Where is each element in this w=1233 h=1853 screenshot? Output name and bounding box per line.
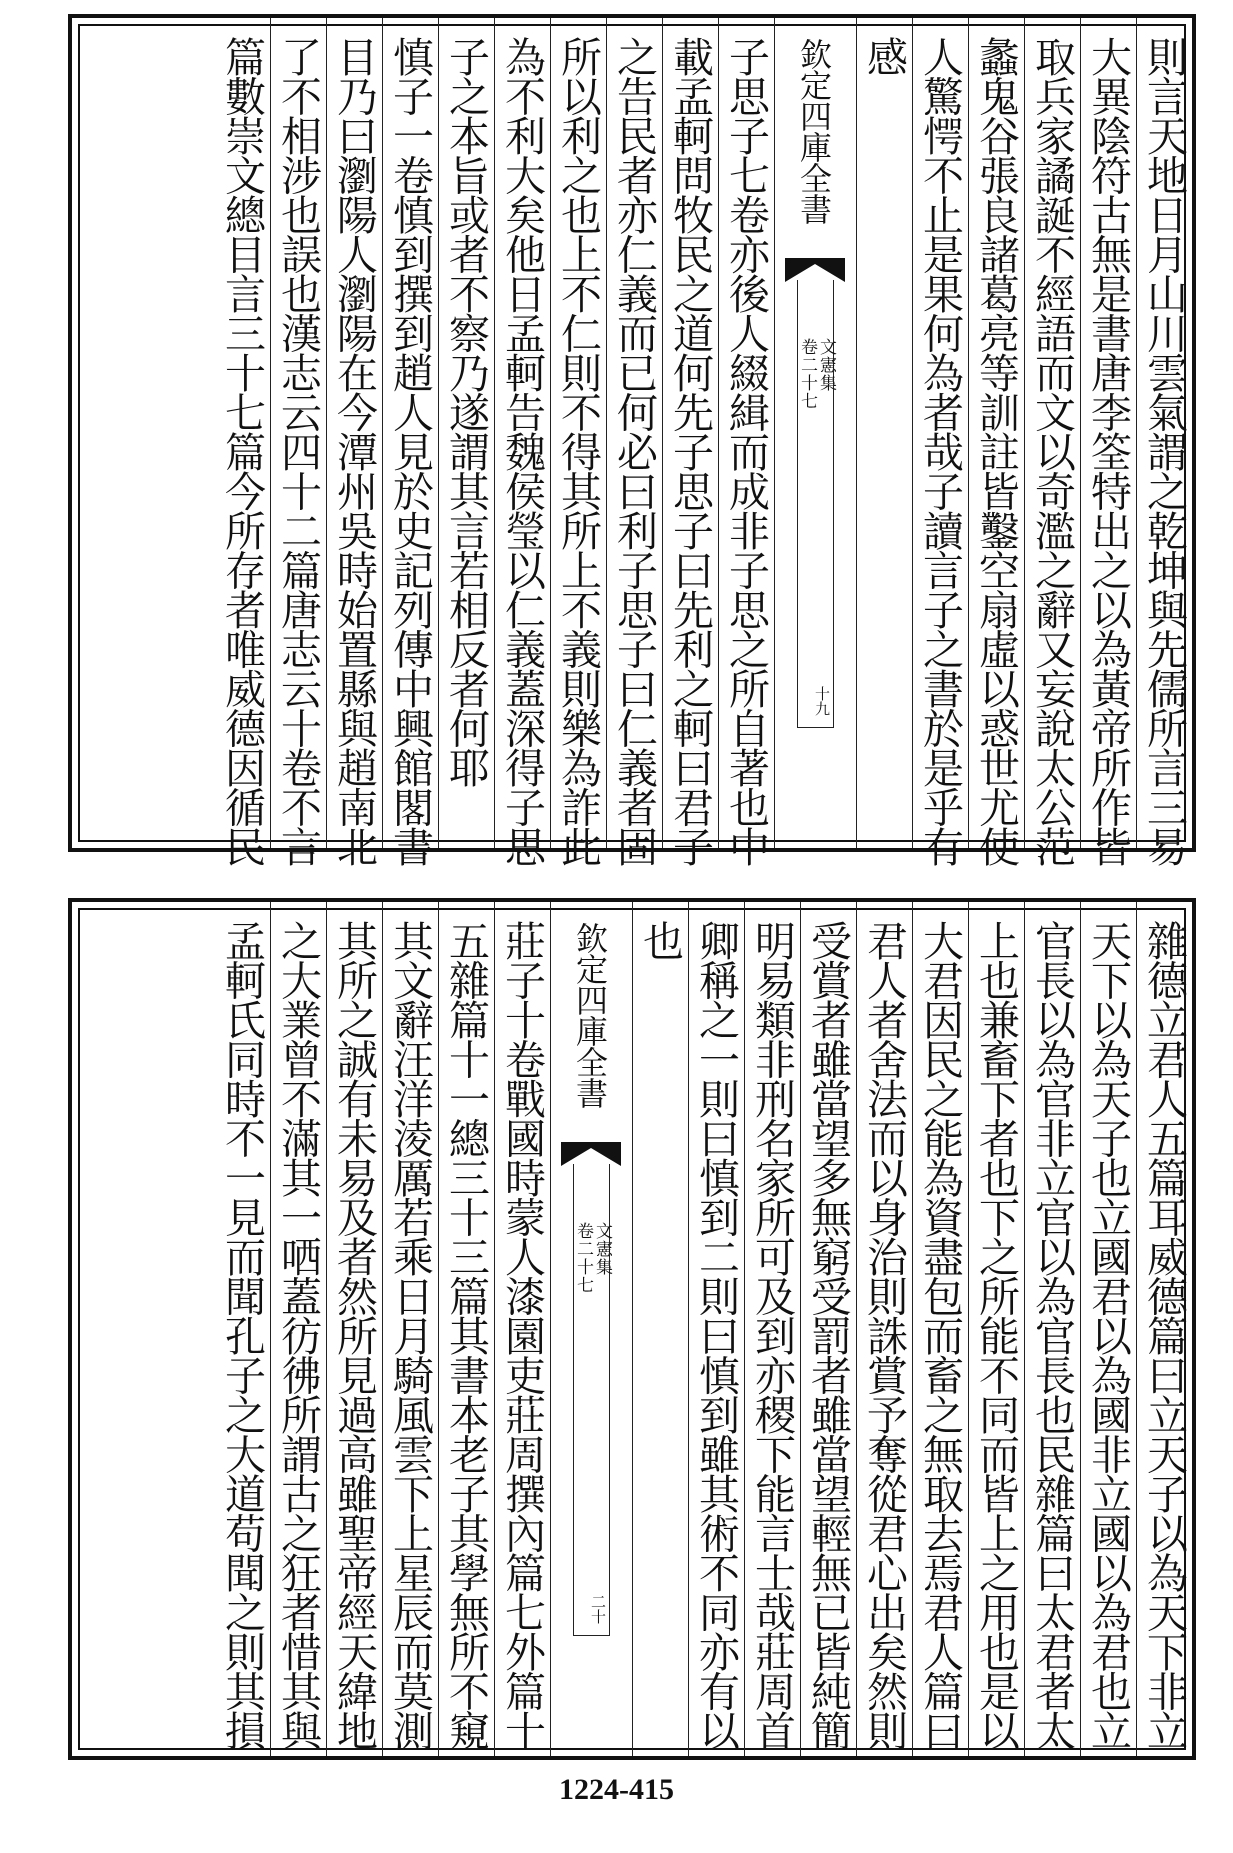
text-column: 孟軻氏同時不一見而聞孔子之大道苟聞之則其損 <box>218 920 266 1750</box>
columns-top <box>72 18 1192 866</box>
text-column: 目乃曰瀏陽人瀏陽在今潭州吳時始置縣與趙南北 <box>326 18 382 848</box>
text-column: 受賞者雖當望多無窮受罰者雖當望輕無已皆純簡 <box>800 902 856 1756</box>
text-column: 篇數崇文總目言三十七篇今所存者唯威德因循民 <box>218 36 266 866</box>
collection-title: 文憲集 <box>816 338 836 392</box>
text-column: 上也兼畜下者也下之所能不同而皆上之用也是以 <box>968 902 1024 1756</box>
text-column: 君人者舍法而以身治則誅賞予奪從君心出矣然則 <box>856 902 912 1756</box>
book-title: 欽定四庫全書 <box>795 38 833 224</box>
text-column: 人驚愕不止是果何為者哉子讀言子之書於是乎有 <box>912 18 968 848</box>
text-column: 載孟軻問牧民之道何先子思子曰先利之軻曰君子 <box>662 18 718 848</box>
text-column: 蠡鬼谷張良諸葛亮等訓註皆鑿空扇虛以惑世尤使 <box>968 18 1024 848</box>
center-fold-column <box>774 18 856 848</box>
fish-tail-icon <box>559 1140 623 1168</box>
text-column: 則言天地日月山川雲氣謂之乾坤與先儒所言三易 <box>1136 18 1192 848</box>
center-fold-column <box>550 902 632 1756</box>
text-column: 慎子一卷慎到撰到趙人見於史記列傳中興館閣書 <box>382 18 438 848</box>
text-column: 天下以為天子也立國君以為國非立國以為君也立 <box>1080 902 1136 1756</box>
center-rule <box>573 1635 610 1636</box>
text-column: 其所之誠有未易及者然所見過高雖聖帝經天緯地 <box>326 902 382 1756</box>
text-column: 卿稱之一則曰慎到二則曰慎到雖其術不同亦有以 <box>688 902 744 1756</box>
text-column: 五雜篇十一總三十三篇其書本老子其學無所不窺 <box>438 902 494 1756</box>
center-rule <box>797 727 834 728</box>
leaf-number: 十九 <box>813 686 831 716</box>
leaf-number: 二十 <box>589 1594 607 1624</box>
collection-title: 文憲集 <box>592 1222 612 1276</box>
text-column: 明易類非刑名家所可及到亦稷下能言士哉莊周首 <box>744 902 800 1756</box>
text-column: 之告民者亦仁義而已何必曰利子思子曰仁義者固 <box>606 18 662 848</box>
page-panel-bottom <box>68 898 1196 1760</box>
text-column: 官長以為官非立官以為官長也民雜篇曰太君者太 <box>1024 902 1080 1756</box>
page-number: 1224-415 <box>559 1773 674 1806</box>
volume-number: 卷二十七 <box>573 1222 593 1294</box>
text-column: 也 <box>632 902 688 1756</box>
text-column: 為不利大矣他日孟軻告魏侯瑩以仁義蓋深得子思 <box>494 18 550 848</box>
text-column: 取兵家譎誕不經語而文以奇濫之辭又妄說太公范 <box>1024 18 1080 848</box>
volume-info <box>797 338 836 410</box>
text-column: 大君因民之能為資盡包而畜之無取去焉君人篇曰 <box>912 902 968 1756</box>
columns-bottom <box>72 902 1192 1756</box>
text-column: 所以利之也上不仁則不得其所上不義則樂為詐此 <box>550 18 606 848</box>
text-column: 子思子七卷亦後人綴緝而成非子思之所自著也中 <box>718 18 774 848</box>
volume-info <box>573 1222 612 1294</box>
text-column: 其文辭汪洋淩厲若乘日月騎風雲下上星辰而莫測 <box>382 902 438 1756</box>
page-panel-top <box>68 14 1196 866</box>
text-column: 雜德立君人五篇耳威德篇曰立天子以為天下非立 <box>1136 902 1192 1756</box>
volume-number: 卷二十七 <box>797 338 817 410</box>
text-column: 子之本旨或者不察乃遂謂其言若相反者何耶 <box>438 18 494 848</box>
book-title: 欽定四庫全書 <box>571 922 609 1108</box>
text-column: 感 <box>856 18 912 848</box>
text-column: 之大業曾不滿其一哂蓋彷彿所謂古之狂者惜其與 <box>270 902 326 1756</box>
fish-tail-icon <box>783 256 847 284</box>
text-column: 莊子十卷戰國時蒙人漆園吏莊周撰內篇七外篇十 <box>494 902 550 1756</box>
text-column: 了不相涉也誤也漢志云四十二篇唐志云十卷不言 <box>270 18 326 848</box>
text-column: 大異陰符古無是書唐李筌特出之以為黃帝所作皆 <box>1080 18 1136 848</box>
